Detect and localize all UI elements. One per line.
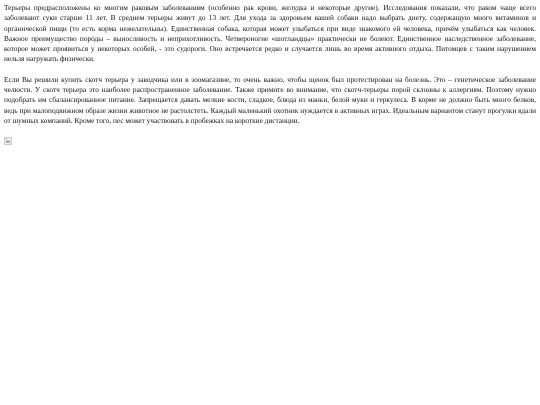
broken-image-glyph bbox=[4, 137, 12, 145]
article-paragraph-2: Если Вы решили купить скотч терьера у заводчика или в зоомагазине, то очень важно, чтобы щенок был протестирован на болезнь. Это – генетическое заболевание челюсти. У скотч терьера это наиболее распространенное заболевание. Также примите во внимание, что скотч-терьеры порой склонны к аллергиям. Поэтому нужно подобрать им сбалансированное питание. Запрещается давать мелкие кости, сладкое, блюда из манки, белой муки и геркулеса. В корме не должно быть много белков, ведь при малоподвижном образе жизни животное не растолстеть. Каждый маленький охотник нуждается в активных играх. Идеальным вариантом станут прогулки вдали от шумных компаний. Кроме того, пес может участвовать в пробежках на короткие дистанции. bbox=[4, 74, 536, 125]
broken-image-icon[interactable] bbox=[4, 137, 12, 145]
article-paragraph-1: Терьеры предрасположены ко многим раковым заболеваниям (особенно рак крови, желудка и некоторые другие). Исследования показали, что раком чаще всего заболевают суки старше 11 лет. В среднем терьеры живут до 13 лет. Для ухода за здоровьем вашей собаки надо выбрать диету, содержащую много витаминов и органической пищи (то есть корма нежелательны). Единственная собака, которая может улыбаться при виде знакомого ей человека, причём улыбаться как человек. Важное преимущество породы – выносливость и неприхотливость. Четвероногие «шотландцы» практически не болеют. Единственное наследственное заболевание, которое может проявиться у некоторых особей, - это судороги. Оно встречается редко и случается лишь во время активного отдыха. Питомцев с таким нарушением нельзя нагружать физически. bbox=[4, 3, 536, 64]
